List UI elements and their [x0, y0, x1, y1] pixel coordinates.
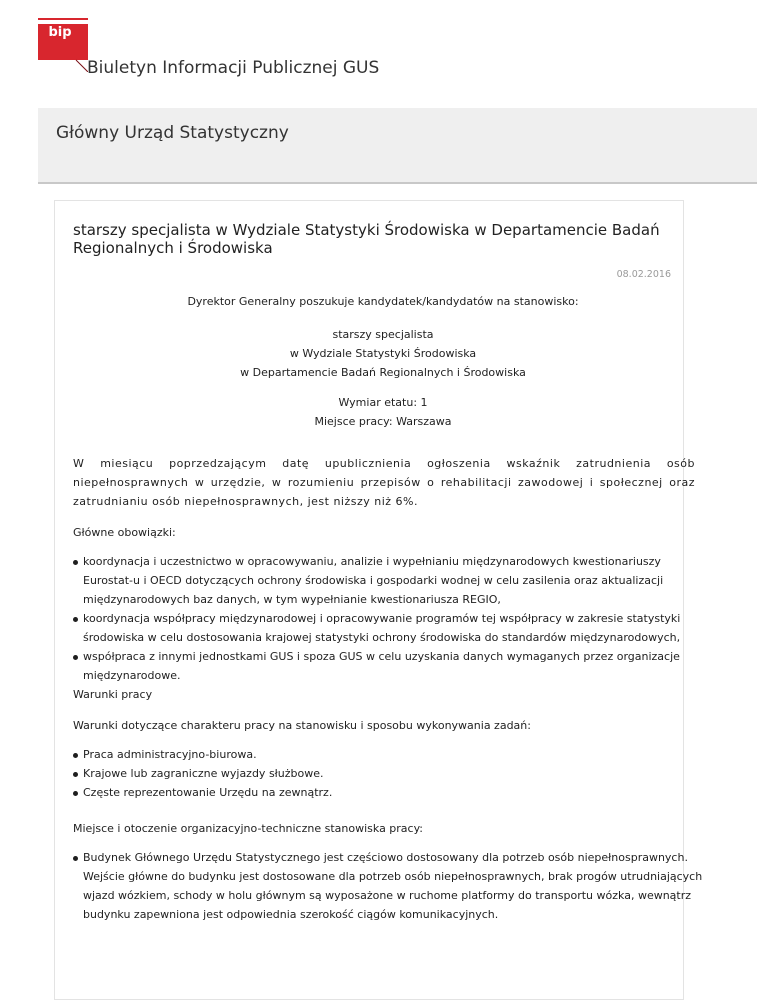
list-item: koordynacja i uczestnictwo w opracowywaniu, analizie i wypełnianiu międzynarodowych kwestionariuszy Eurostat-u i OECD dotyczących ochrony środowiska i gospodarki wodnej w celu zasilenia oraz aktualizacji międzynarodowych baz danych, w tym wypełnianie kwestionariusza REGIO,: [73, 552, 703, 609]
duties-heading: Główne obowiązki:: [73, 526, 176, 539]
intro-text: Dyrektor Generalny poszukuje kandydatek/kandydatów na stanowisko:: [187, 295, 579, 308]
workload-text: Wymiar etatu: 1: [338, 396, 428, 409]
conditions-intro: Warunki dotyczące charakteru pracy na stanowisku i sposobu wykonywania zadań:: [73, 719, 531, 732]
organization-bar: [38, 108, 757, 184]
conditions-heading: Warunki pracy: [73, 688, 153, 701]
position-line: w Wydziale Statystyki Środowiska: [289, 347, 477, 360]
list-item: koordynacja współpracy międzynarodowej i opracowywanie programów tej współpracy w zakresie statystyki środowiska w celu dostosowania krajowej statystyki ochrony środowiska do standardów międzynarodowych,: [73, 609, 703, 647]
list-item: współpraca z innymi jednostkami GUS i spoza GUS w celu uzyskania danych wymaganych przez organizacje międzynarodowe.: [73, 647, 703, 685]
conditions-list: [73, 745, 673, 802]
bip-logo-text: bip: [48, 25, 72, 40]
disability-note: W miesiącu poprzedzającym datę upublicznienia ogłoszenia wskaźnik zatrudnienia osób niepełnosprawnych w urzędzie, w rozumieniu przepisów o rehabilitacji zawodowej i społecznej oraz zatrudnianiu osób niepełnosprawnych, jest niższy niż 6%.: [73, 457, 695, 508]
duties-list: [73, 552, 681, 685]
announcement-panel: [54, 200, 703, 1000]
site-title[interactable]: Biuletyn Informacji Publicznej GUS: [87, 58, 380, 78]
organization-name[interactable]: Główny Urząd Statystyczny: [56, 123, 289, 143]
list-item: Częste reprezentowanie Urzędu na zewnątrz.: [73, 783, 703, 802]
bip-logo-icon[interactable]: [38, 18, 88, 72]
workplace-list: [73, 848, 703, 924]
workplace-location-text: Miejsce pracy: Warszawa: [314, 415, 452, 428]
page-header: [0, 0, 768, 108]
list-item: Praca administracyjno-biurowa.: [73, 745, 703, 764]
publication-date: 08.02.2016: [616, 269, 671, 280]
list-item: Budynek Głównego Urzędu Statystycznego jest częściowo dostosowany dla potrzeb osób niepełnosprawnych. Wejście główne do budynku jest dostosowane dla potrzeb osób niepełnosprawnych, brak progów utrudniających wjazd wózkiem, schody w holu głównym są wyposażone w ruchome platformy do transportu wózka, wewnątrz budynku zapewniona jest odpowiednia szerokość ciągów komunikacyjnych.: [73, 848, 703, 924]
position-block: [73, 325, 693, 382]
terms-block: [73, 393, 693, 431]
position-line: w Departamencie Badań Regionalnych i Środowiska: [240, 366, 526, 379]
announcement-title: starszy specjalista w Wydziale Statystyki Środowiska w Departamencie Badań Regionalnych i Środowiska: [73, 221, 660, 257]
workplace-intro: Miejsce i otoczenie organizacyjno-techniczne stanowiska pracy:: [73, 822, 424, 835]
position-line: starszy specjalista: [332, 328, 434, 341]
list-item: Krajowe lub zagraniczne wyjazdy służbowe.: [73, 764, 703, 783]
